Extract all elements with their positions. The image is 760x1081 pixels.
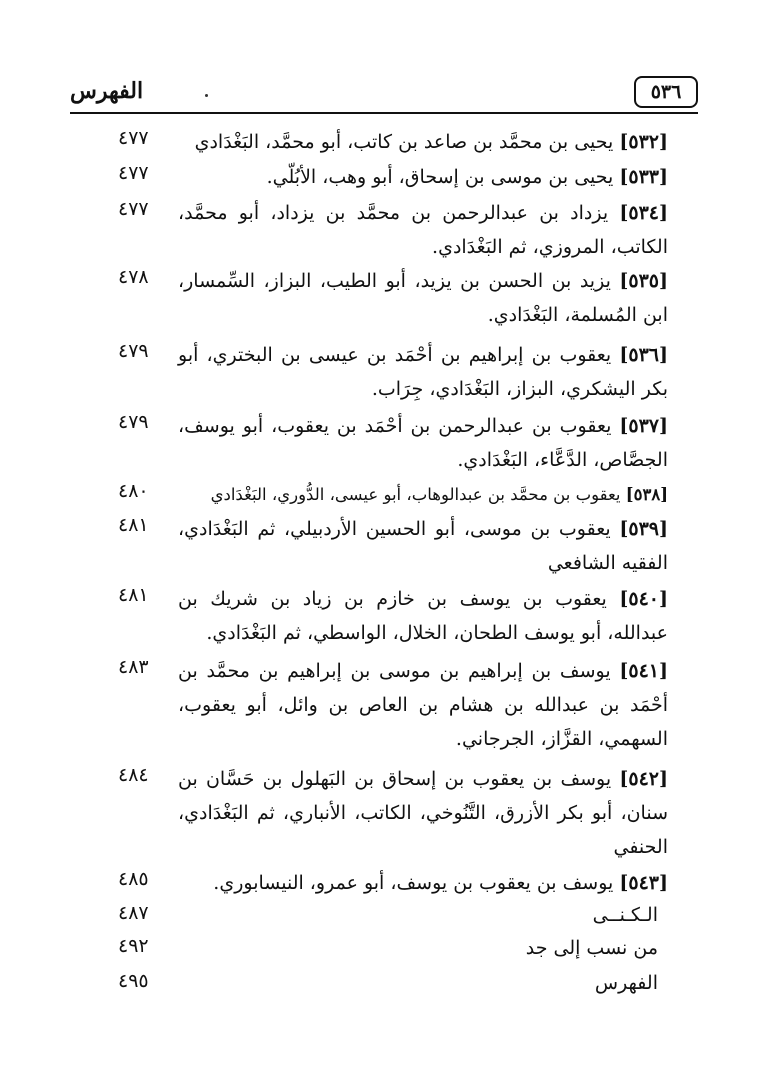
header-rule: [70, 112, 698, 114]
entry-page-number: ٤٧٩: [118, 411, 149, 433]
entry-text: [178, 125, 668, 159]
entry-number: [٥٣٩]: [619, 518, 668, 540]
entry-text: [178, 264, 668, 332]
section-title: الـكـنــى: [592, 904, 658, 926]
section-title: الفهرس: [594, 972, 658, 994]
entry-text: [178, 582, 668, 650]
section-page-number: ٤٩٢: [118, 935, 149, 957]
entry-text: [178, 866, 668, 900]
running-title: الفهرس: [70, 78, 144, 104]
entry-page-number: ٤٧٧: [118, 198, 149, 220]
page-header: [70, 70, 698, 116]
entry-name: يوسف بن يعقوب بن إسحاق بن البَهلول بن حَسَّان بن سنان، أبو بكر الأزرق، التَّنُوخي، الكاتب، الأنباري، ثم البَغْدَادي، الحنفي: [178, 768, 668, 858]
entry-page-number: ٤٧٩: [118, 340, 149, 362]
entry-name: يحيى بن محمَّد بن صاعد بن كاتب، أبو محمَّد، البَغْدَادي: [194, 131, 614, 153]
entry-name: يوسف بن إبراهيم بن موسى بن إبراهيم بن محمَّد بن أحْمَد بن عبدالله بن هشام بن العاص بن وائل، أبو يعقوب، السهمي، القزَّاز، الجرجاني.: [178, 660, 668, 750]
entry-number: [٥٣٨]: [625, 485, 668, 504]
entry-number: [٥٤٣]: [619, 872, 668, 894]
entry-page-number: ٤٨٣: [118, 656, 149, 678]
entry-page-number: ٤٨٥: [118, 868, 149, 890]
entry-page-number: ٤٨١: [118, 584, 149, 606]
section-page-number: ٤٩٥: [118, 970, 149, 992]
entry-page-number: ٤٨١: [118, 514, 149, 536]
entry-number: [٥٣٧]: [619, 415, 668, 437]
entry-text: [178, 160, 668, 194]
entry-name: يزيد بن الحسن بن يزيد، أبو الطيب، البزاز، السِّمسار، ابن المُسلمة، البَغْدَادي.: [178, 270, 668, 326]
entry-text: [178, 512, 668, 580]
entry-name: يحيى بن موسى بن إسحاق، أبو وهب، الأبُلّي.: [266, 166, 614, 188]
entry-number: [٥٣٦]: [619, 344, 668, 366]
entry-page-number: ٤٨٤: [118, 764, 149, 786]
entry-text: [178, 478, 668, 512]
entry-page-number: ٤٧٨: [118, 266, 149, 288]
entry-name: يزداد بن عبدالرحمن بن محمَّد بن يزداد، أبو محمَّد، الكاتب، المروزي، ثم البَغْدَادي.: [178, 202, 668, 258]
entry-page-number: ٤٨٠: [118, 480, 149, 502]
entry-name: يعقوب بن عبدالرحمن بن أحْمَد بن يعقوب، أبو يوسف، الجصَّاص، الدَّعَّاء، البَغْدَادي.: [178, 415, 668, 471]
entry-name: يوسف بن يعقوب بن يوسف، أبو عمرو، النيسابوري.: [213, 872, 614, 894]
entry-name: يعقوب بن موسى، أبو الحسين الأردبيلي، ثم البَغْدَادي، الفقيه الشافعي: [178, 518, 668, 574]
entry-name: يعقوب بن إبراهيم بن أحْمَد بن عيسى بن البختري، أبو بكر اليشكري، البزاز، البَغْدَادي، جِرَاب.: [178, 344, 668, 400]
page-number: ٥٣٦: [650, 81, 682, 103]
entry-number: [٥٣٥]: [619, 270, 668, 292]
entry-text: [178, 762, 668, 864]
print-speck: [205, 94, 208, 97]
entry-text: [178, 409, 668, 477]
entry-name: يعقوب بن يوسف بن خازم بن زياد بن شريك بن عبدالله، أبو يوسف الطحان، الخلال، الواسطي، ثم البَغْدَادي.: [178, 588, 668, 644]
entry-text: [178, 654, 668, 756]
entry-number: [٥٤١]: [619, 660, 668, 682]
entry-page-number: ٤٧٧: [118, 127, 149, 149]
entry-number: [٥٤٠]: [619, 588, 668, 610]
entry-name: يعقوب بن محمَّد بن عبدالوهاب، أبو عيسى، الدُّوري، البَغْدَادي: [210, 485, 621, 504]
entry-number: [٥٤٢]: [619, 768, 668, 790]
entry-text: [178, 196, 668, 264]
entry-text: [178, 338, 668, 406]
section-page-number: ٤٨٧: [118, 902, 149, 924]
entry-page-number: ٤٧٧: [118, 162, 149, 184]
section-title: من نسب إلى جد: [525, 937, 658, 959]
page-number-box: [634, 76, 698, 108]
entry-number: [٥٣٣]: [619, 166, 668, 188]
entry-number: [٥٣٢]: [619, 131, 668, 153]
entry-number: [٥٣٤]: [619, 202, 668, 224]
